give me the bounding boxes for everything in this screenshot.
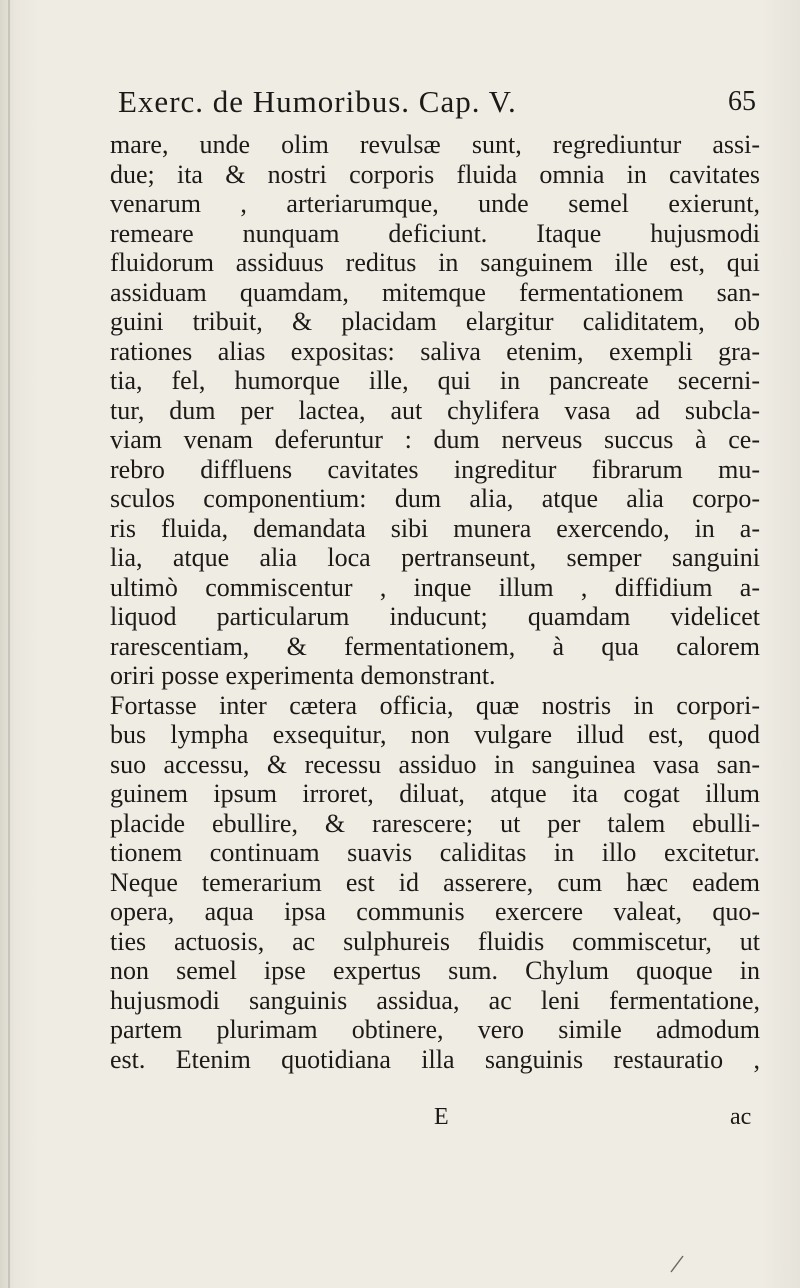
text-line: ultimò commiscentur , inque illum , diffidium a-	[110, 572, 760, 602]
text-line: due; ita & nostri corporis fluida omnia in cavitates	[110, 159, 760, 189]
text-line: guini tribuit, & placidam elargitur caliditatem, ob	[110, 307, 760, 336]
text-line: viam venam deferuntur : dum nerveus succus à ce-	[110, 425, 760, 454]
running-head: Exerc. de Humoribus. Cap. V.	[118, 84, 517, 119]
page-header	[0, 84, 800, 124]
text-line: bus lympha exsequitur, non vulgare illud est, quod	[110, 720, 760, 749]
text-line: tia, fel, humorque ille, qui in pancreate secerni-	[110, 366, 760, 395]
text-line: Neque temerarium est id asserere, cum hæc eadem	[110, 867, 760, 897]
text-line: est. Etenim quotidiana illa sanguinis restauratio ,	[110, 1044, 760, 1074]
page-gutter	[8, 0, 10, 1288]
text-line: venarum , arteriarumque, unde semel exierunt,	[110, 189, 760, 218]
text-line: rebro diffluens cavitates ingreditur fibrarum mu-	[110, 454, 760, 484]
text-line: assiduam quamdam, mitemque fermentationem san-	[110, 277, 760, 307]
text-line: non semel ipse expertus sum. Chylum quoque in	[110, 956, 760, 985]
text-line: sculos componentium: dum alia, atque alia corpo-	[110, 484, 760, 513]
text-line: tur, dum per lactea, aut chylifera vasa ad subcla-	[110, 395, 760, 425]
text-line: ties actuosis, ac sulphureis fluidis commiscetur, ut	[110, 926, 760, 956]
catchword: ac	[730, 1104, 752, 1130]
text-line: rarescentiam, & fermentationem, à qua calorem	[110, 631, 760, 661]
text-line: hujusmodi sanguinis assidua, ac leni fermentatione,	[110, 985, 760, 1015]
page-number: 65	[728, 86, 756, 117]
text-line: partem plurimam obtinere, vero simile admodum	[110, 1015, 760, 1044]
text-line: lia, atque alia loca pertranseunt, semper sanguini	[110, 543, 760, 572]
paragraph-end-line: oriri posse experimenta demonstrant.	[110, 661, 496, 690]
text-line: remeare nunquam deficiunt. Itaque hujusmodi	[110, 218, 760, 248]
text-line: Fortasse inter cætera officia, quæ nostris in corpori-	[110, 690, 760, 720]
text-line: suo accessu, & recessu assiduo in sanguinea vasa san-	[110, 749, 760, 779]
pencil-mark-icon	[668, 1254, 686, 1274]
text-line: fluidorum assiduus reditus in sanguinem ille est, qui	[110, 248, 760, 277]
body-text	[110, 130, 760, 1074]
text-line: ris fluida, demandata sibi munera exercendo, in a-	[110, 513, 760, 543]
text-line: tionem continuam suavis caliditas in illo excitetur.	[110, 838, 760, 867]
text-line: rationes alias expositas: saliva etenim, exempli gra-	[110, 336, 760, 366]
signature-mark: E	[434, 1104, 449, 1130]
text-line: placide ebullire, & rarescere; ut per talem ebulli-	[110, 808, 760, 838]
text-line: mare, unde olim revulsæ sunt, regrediuntur assi-	[110, 130, 760, 159]
text-line: guinem ipsum irroret, diluat, atque ita cogat illum	[110, 779, 760, 808]
text-line: opera, aqua ipsa communis exercere valeat, quo-	[110, 897, 760, 926]
text-line: liquod particularum inducunt; quamdam videlicet	[110, 602, 760, 631]
